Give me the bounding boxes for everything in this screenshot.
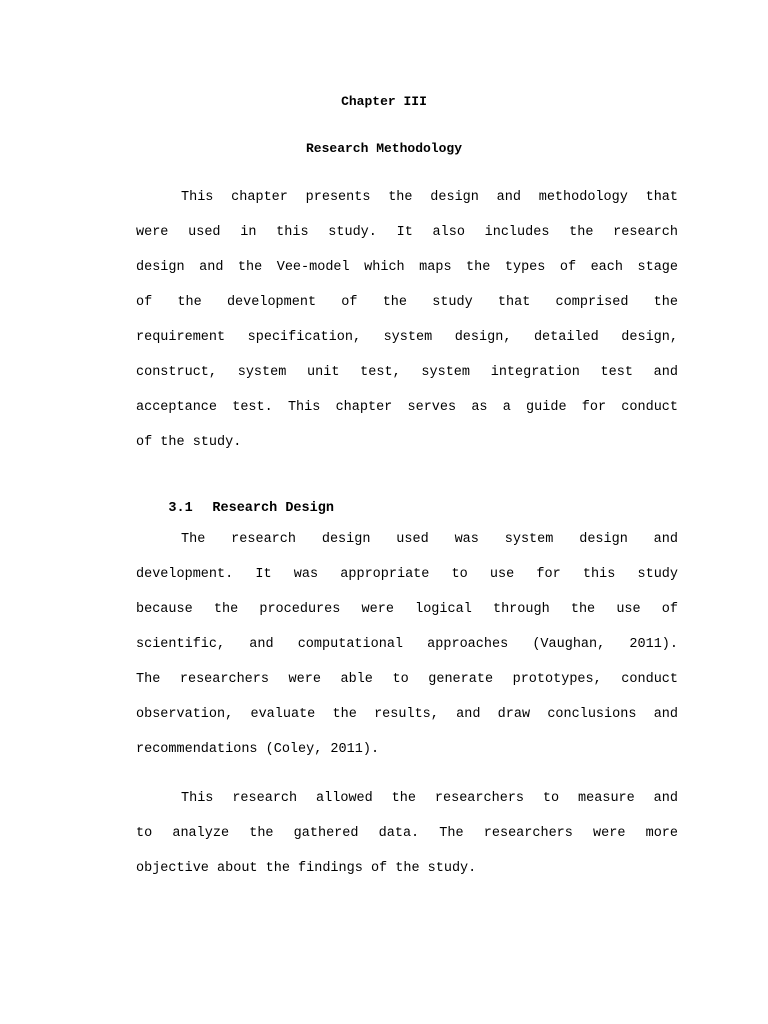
paragraph-line: This chapter presents the design and methodology that bbox=[181, 190, 678, 205]
chapter-subtitle: Research Methodology bbox=[305, 141, 463, 156]
paragraph-line: scientific, and computational approaches (Vaughan, 2011). bbox=[136, 637, 678, 652]
paragraph-line: acceptance test. This chapter serves as a guide for conduct bbox=[136, 400, 678, 415]
paragraph-line: observation, evaluate the results, and draw conclusions and bbox=[136, 707, 678, 722]
paragraph-line: This research allowed the researchers to measure and bbox=[181, 791, 678, 806]
paragraph-line: requirement specification, system design, detailed design, bbox=[136, 330, 678, 345]
chapter-title: Chapter III bbox=[341, 94, 427, 109]
section-title: Research Design bbox=[212, 501, 334, 516]
paragraph-line: of the development of the study that comprised the bbox=[136, 295, 678, 310]
paragraph-line: were used in this study. It also includes the research bbox=[136, 225, 678, 240]
paragraph-line: to analyze the gathered data. The researchers were more bbox=[136, 826, 678, 841]
paragraph-line: because the procedures were logical through the use of bbox=[136, 602, 678, 617]
paragraph-line: construct, system unit test, system integration test and bbox=[136, 365, 678, 380]
paragraph-line: of the study. bbox=[136, 435, 242, 450]
paragraph-line: development. It was appropriate to use for this study bbox=[136, 567, 678, 582]
paragraph-line: recommendations (Coley, 2011). bbox=[136, 742, 380, 757]
paragraph-line: design and the Vee-model which maps the types of each stage bbox=[136, 260, 678, 275]
paragraph-line: objective about the findings of the study. bbox=[136, 861, 477, 876]
section-number: 3.1 bbox=[168, 501, 193, 516]
paragraph-line: The research design used was system design and bbox=[181, 532, 678, 547]
paragraph-line: The researchers were able to generate prototypes, conduct bbox=[136, 672, 678, 687]
section-heading bbox=[136, 482, 334, 536]
